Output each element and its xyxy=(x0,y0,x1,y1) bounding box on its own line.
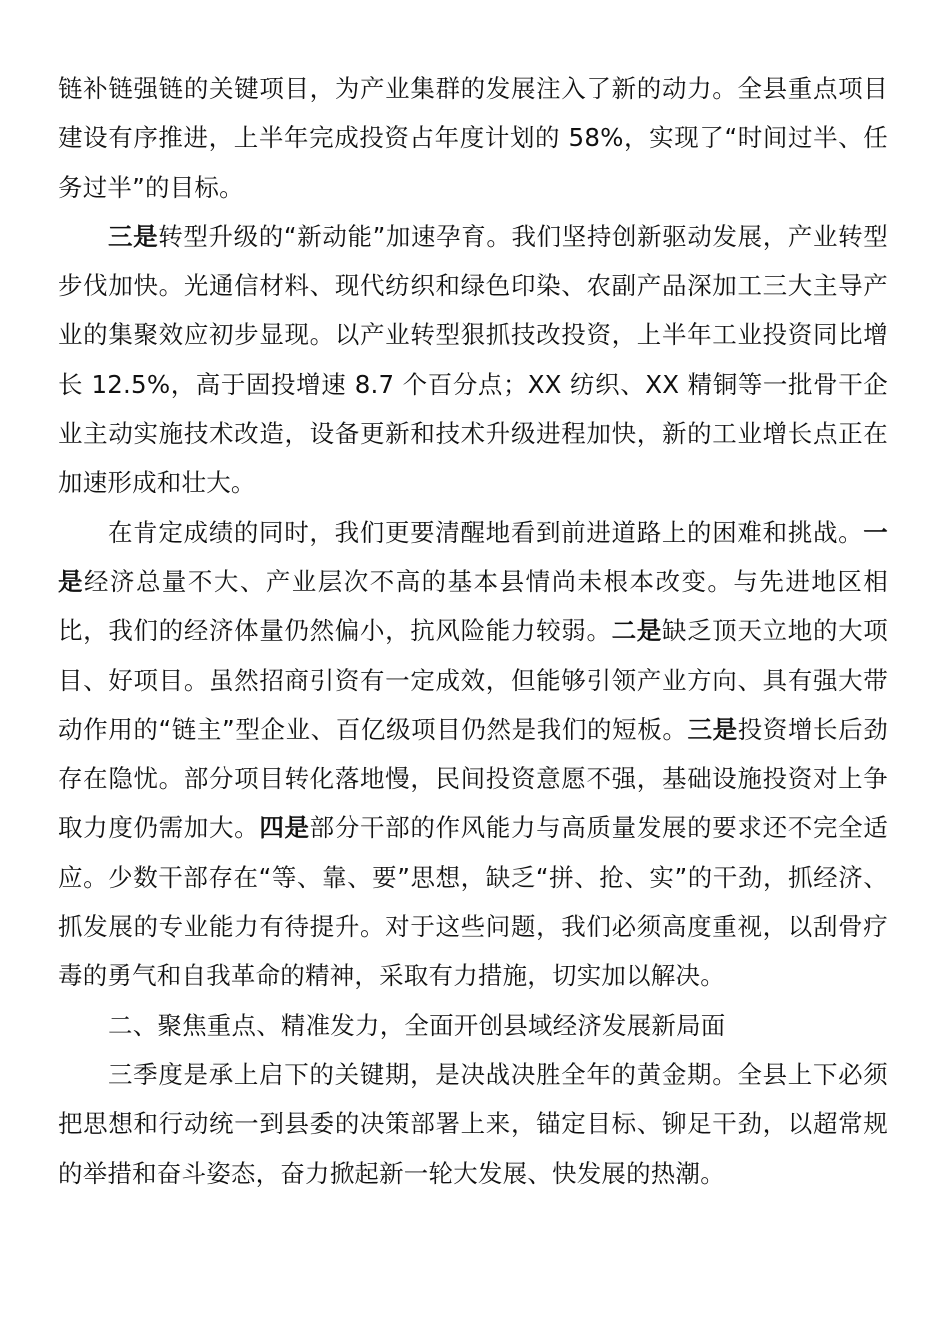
paragraph-text: 部分干部的作风能力与高质量发展的要求还不完全适应。少数干部存在“等、靠、要”思想，缺乏“拼、抢、实”的干劲，抓经济、抓发展的专业能力有待提升。对于这些问题，我们必须高度重视，以刮骨疗毒的勇气和自我革命的精神，采取有力措施，切实加以解决。 xyxy=(58,813,888,991)
paragraph-text: 缺乏顶天立地的大项目、好项目。虽然招商引资有一定成效，但能够引领产业方向、具有强大带动作用的“链主”型企业、百亿级项目仍然是我们的短板。 xyxy=(58,616,888,744)
paragraph-lead-bold: 三是 xyxy=(108,221,159,251)
paragraph-text: 在肯定成绩的同时，我们更要清醒地看到前进道路上的困难和挑战。 xyxy=(108,517,864,547)
paragraph-new-momentum xyxy=(58,212,888,508)
paragraph-lead-bold: 一是 xyxy=(58,517,888,596)
paragraph-text: 链补链强链的关键项目，为产业集群的发展注入了新的动力。全县重点项目建设有序推进，上半年完成投资占年度计划的 58%，实现了“时间过半、任务过半”的目标。 xyxy=(58,74,888,202)
paragraph-third-quarter: 三季度是承上启下的关键期，是决战决胜全年的黄金期。全县上下必须把思想和行动统一到县委的决策部署上来，锚定目标、铆足干劲，以超常规的举措和奋斗姿态，奋力掀起新一轮大发展、快发展的热潮。 xyxy=(58,1059,888,1188)
paragraph-text: 投资增长后劲存在隐忧。部分项目转化落地慢，民间投资意愿不强，基础设施投资对上争取力度仍需加大。 xyxy=(58,714,888,843)
paragraph-lead-bold: 三是 xyxy=(687,714,738,744)
paragraph-text: 转型升级的“新动能”加速孕育。我们坚持创新驱动发展，产业转型步伐加快。光通信材料、现代纺织和绿色印染、农副产品深加工三大主导产业的集聚效应初步显现。以产业转型狠抓技改投资，上半年工业投资同比增长 12.5%，高于固投增速 8.7 个百分点；XX 纺织、XX 精铜等一批骨干企业主动实施技术改造，设备更新和技术升级进程加快，新的工业增长点正在加速形成和壮大。 xyxy=(58,221,888,498)
paragraph-lead-bold: 二是 xyxy=(611,616,662,646)
section-heading: 二、聚焦重点、精准发力，全面开创县域经济发展新局面 xyxy=(108,1010,726,1040)
paragraph-challenges xyxy=(58,508,888,1001)
paragraph-text: 经济总量不大、产业层次不高的基本县情尚未根本改变。与先进地区相比，我们的经济体量仍然偏小，抗风险能力较弱。 xyxy=(58,566,888,646)
paragraph-lead-bold: 四是 xyxy=(259,813,310,843)
paragraph-project-progress xyxy=(58,64,888,212)
document-body xyxy=(58,64,888,1198)
